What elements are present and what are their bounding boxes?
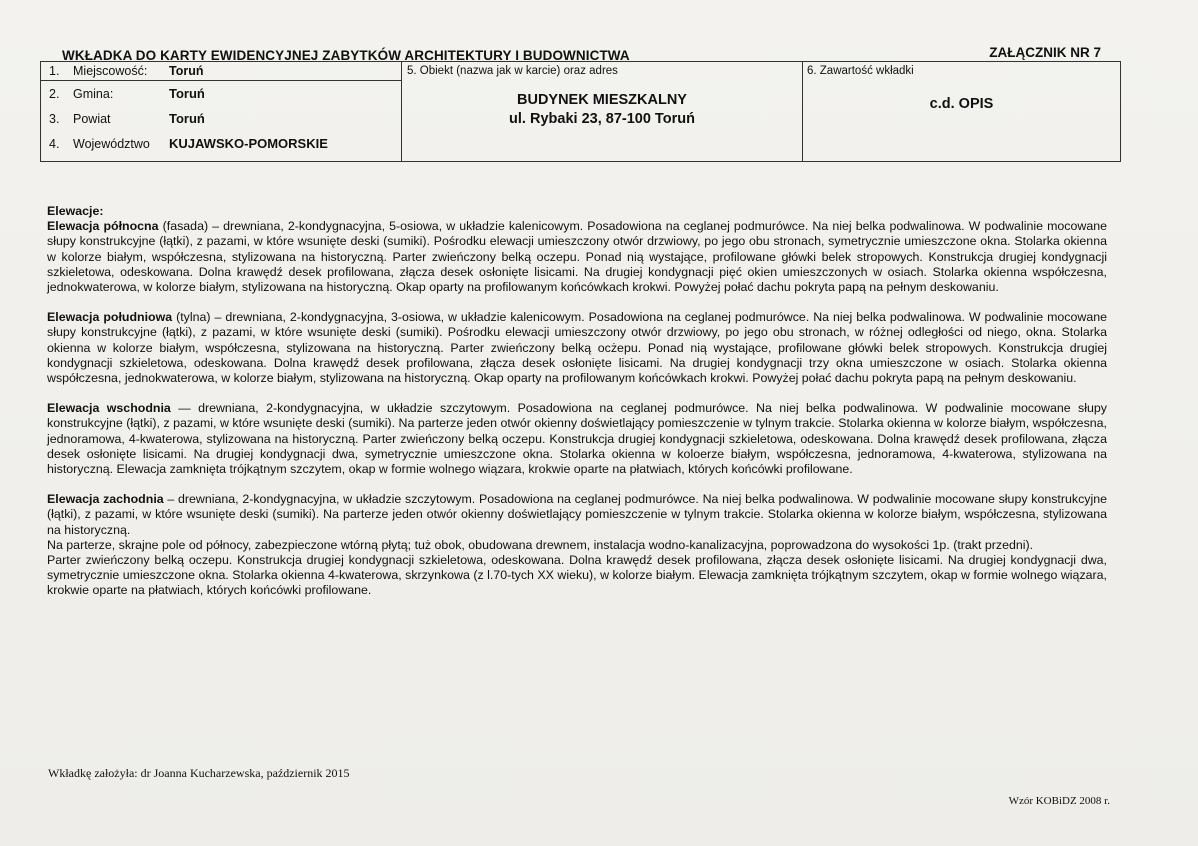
contents-value: c.d. OPIS: [929, 96, 994, 112]
south-elevation-paragraph: [47, 310, 1107, 386]
location-row: [41, 81, 401, 106]
row-label: Miejscowość:: [73, 64, 148, 78]
contents-column: [803, 62, 1120, 161]
location-column: [41, 62, 402, 161]
document-title: WKŁADKA DO KARTY EWIDENCYJNEJ ZABYTKÓW ARCHITEKTURY I BUDOWNICTWA: [62, 48, 630, 63]
row-label: Województwo: [73, 136, 150, 151]
commune-value: Toruń: [169, 86, 205, 101]
location-row: [41, 106, 401, 131]
object-name: BUDYNEK MIESZKALNY: [517, 92, 687, 108]
paragraph-heading: Elewacja wschodnia: [47, 401, 171, 416]
header-table: [40, 61, 1121, 162]
north-elevation-paragraph: [47, 219, 1107, 295]
row-number: 4.: [49, 136, 60, 151]
form-model-note: Wzór KOBiDZ 2008 r.: [1008, 795, 1110, 807]
west-elevation-paragraph: [47, 492, 1107, 538]
paragraph-text: — drewniana, 2-kondygnacyjna, w układzie szczytowym. Posadowiona na ceglanej podmurówce. Na niej belka podwalinowa. W podwalinie mocowane słupy konstrukcyjne (łątki), z pazami, w które wsunięte deski (sumiki). Na parterze jeden otwór okienny doświetlający pomieszczenie w tylnym trakcie. Stolarka okienna w kolorze białym, współczesna, jednoramowa, 4-kwaterowa, stylizowana na historyczną. Parter zwieńczony belką oczepu. Konstrukcja drugiej kondygnacji szkieletowa, odeskowana. Dolna krawędź desek profilowana, złącza desek osłonięte lisicami. Na drugiej kondygnacji dwa, symetrycznie umieszczone okna. Stolarka okienna w koloerze białym, współczesna, jednoramowa, 4-kwaterowa, stylizowana na historyczną. Elewacja zamknięta trójkątnym szczytem, okap w formie wolnego wiązara, krokwie oparte na płatwiach, których końcówki profilowane.: [47, 401, 1107, 477]
row-number: 3.: [49, 111, 60, 126]
county-value: Toruń: [169, 111, 205, 126]
paragraph-heading: Elewacja zachodnia: [47, 492, 164, 507]
author-note: Wkładkę założyła: dr Joanna Kucharzewska, październik 2015: [48, 766, 350, 780]
row-label: Gmina:: [73, 86, 114, 101]
paragraph-heading: Elewacja południowa: [47, 310, 173, 325]
row-number: 2.: [49, 86, 60, 101]
locality-value: Toruń: [169, 64, 204, 78]
object-title: [402, 91, 802, 129]
description-body: [47, 204, 1107, 599]
paragraph-text: – drewniana, 2-kondygnacyjna, w układzie szczytowym. Posadowiona na ceglanej podmurówce. Na niej belka podwalinowa. W podwalinie mocowane słupy konstrukcyjne (łątki), z pazami, w które wsunięte deski (sumiki). Na parterze jeden otwór okienny doświetlający pomieszczenie w tylnym trakcie. Stolarka okienna w kolorze białym, współczesna, stylizowana na historyczną.: [47, 492, 1107, 537]
east-elevation-paragraph: [47, 401, 1107, 477]
object-label: 5. Obiekt (nazwa jak w karcie) oraz adres: [407, 65, 618, 77]
section-heading: Elewacje:: [47, 204, 104, 218]
annex-label: ZAŁĄCZNIK NR 7: [989, 45, 1101, 60]
object-column: [402, 62, 803, 161]
paragraph-text: (fasada) – drewniana, 2-kondygnacyjna, 5-osiowa, w układzie kalenicowym. Posadowiona na ceglanej podmurówce. Na niej belka podwalinowa. W podwalinie mocowane słupy konstrukcyjne (łątki), z pazami, w które wsunięte deski (sumiki). Pośrodku elewacji umieszczony otwór drzwiowy, po jego obu stronach, symetrycznie umieszczone okna. Stolarka okienna w kolorze białym, współczesna, stylizowana na historyczną. Parter zwieńczony belką oczepu. Ponad nią wystające, profilowane główki belek stropowych. Konstrukcja drugiej kondygnacji szkieletowa, odeskowana. Dolna krawędź desek profilowana, złącza desek osłonięte lisicami. Na drugiej kondygnacji pięć okien umieszczonych w osiach. Stolarka okienna współczesna, jednokwaterowa, w kolorze białym, stylizowana na historyczną. Okap oparty na profilowanym końcówkach krokwi. Powyżej połać dachu pokryta papą na pełnym deskowaniu.: [47, 219, 1107, 295]
contents-label: 6. Zawartość wkładki: [807, 65, 914, 77]
row-number: 1.: [49, 64, 60, 78]
paragraph-text: (tylna) – drewniana, 2-kondygnacyjna, 3-osiowa, w układzie kalenicowym. Posadowiona na ceglanej podmurówce. Na niej belka podwalinowa. W podwalinie mocowane słupy konstrukcyjne (łątki), z pazami, w które wsunięte deski (sumiki). Pośrodku elewacji umieszczony otwór drzwiowy, po jego obu stronach, w różnej odległości od niego, okna. Stolarka okienna w kolorze białym, współczesna, stylizowana na historyczną. Parter zwieńczony belką ocżepu. Ponad nią wystające, profilowane główki belek stropowych. Konstrukcja drugiej kondygnacji szkieletowa, odeskowana. Dolna krawędź desek profilowana, złącza desek osłonięte lisicami. Na drugiej kondygnacji trzy okna umieszczone w osiach. Stolarka okienna współczesna, jednokwaterowa, w kolorze białym, stylizowana na historyczną. Okap oparty na profilowanym końcówkach krokwi. Powyżej połać dachu pokryta papą na pełnym deskowaniu.: [47, 310, 1107, 386]
paragraph-heading: Elewacja północna: [47, 219, 159, 234]
west-elevation-extra-1: Na parterze, skrajne pole od północy, zabezpieczone wtórną płytą; tuż obok, obudowana drewnem, instalacja wodno-kanalizacyjna, poprowadzona do wysokości 1p. (trakt przedni).: [47, 537, 1034, 552]
row-label: Powiat: [73, 111, 111, 126]
voivodeship-value: KUJAWSKO-POMORSKIE: [169, 136, 328, 151]
object-address: ul. Rybaki 23, 87-100 Toruń: [509, 111, 695, 127]
west-elevation-extra-2: Parter zwieńczony belką oczepu. Konstrukcja drugiej kondygnacji szkieletowa, odeskowana. Dolna krawędź desek profilowana, złącza desek osłonięte lisicami. Na drugiej kondygnacji dwa, symetrycznie umieszczone okna. Stolarka okienna 4-kwaterowa, skrzynkowa (z l.70-tych XX wieku), w kolorze białym. Elewacja zamknięta trójkątnym szczytem, okap w formie wolnego wiązara, krokwie oparte na płatwiach, których końcówki profilowane.: [47, 553, 1107, 598]
location-row: [41, 62, 401, 81]
location-row: [41, 131, 401, 156]
